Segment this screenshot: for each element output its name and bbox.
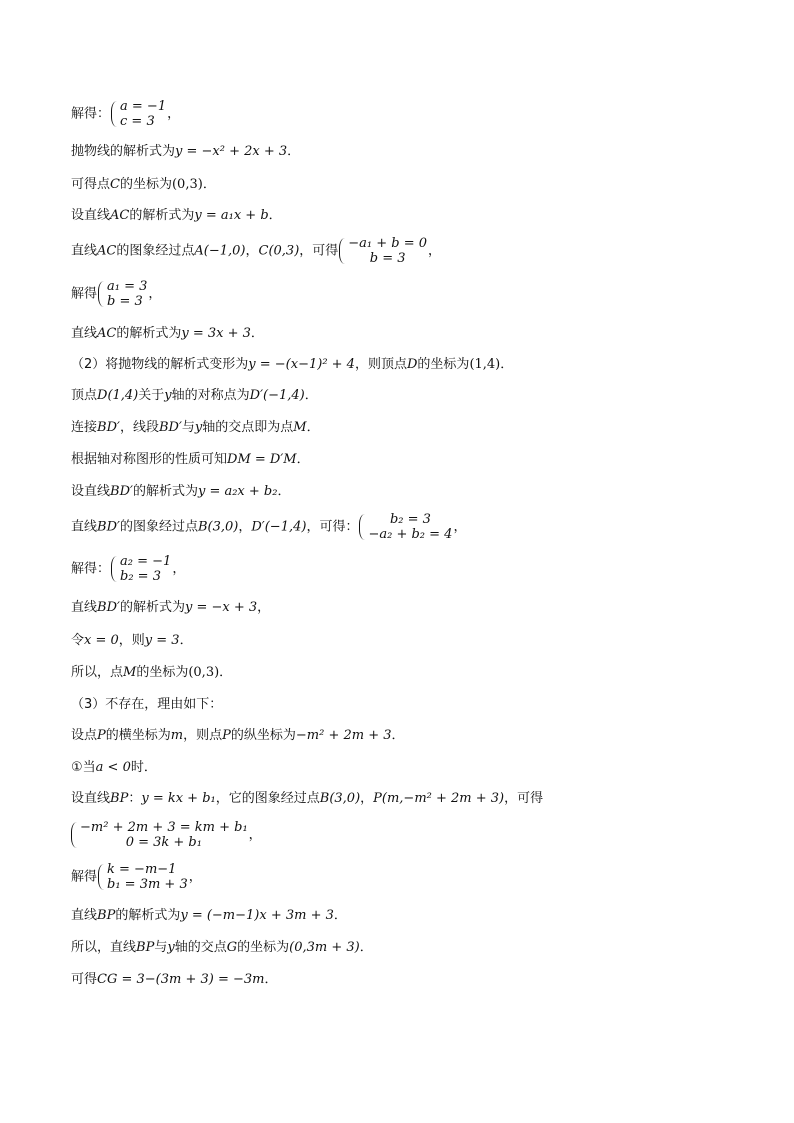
solution-line-21 bbox=[71, 790, 543, 808]
text: ． bbox=[500, 357, 514, 372]
text: 的图象经过点 bbox=[116, 243, 195, 259]
solution-line-19 bbox=[71, 727, 405, 745]
text: ， bbox=[172, 561, 186, 577]
math-expression: y = a₂x + b₂ bbox=[197, 484, 278, 499]
text: ，则顶点 bbox=[354, 357, 407, 372]
text: ①当 bbox=[71, 760, 96, 775]
text: ，可得 bbox=[504, 791, 544, 806]
equation-row: a = −1 bbox=[120, 99, 167, 114]
solution-line-24 bbox=[71, 907, 347, 925]
text: ． bbox=[296, 452, 310, 467]
text: 顶点 bbox=[71, 388, 98, 403]
math-expression: x = 0 bbox=[84, 633, 119, 648]
solution-line-15 bbox=[71, 599, 270, 617]
text: 与 bbox=[154, 940, 168, 955]
solution-line-16 bbox=[71, 632, 193, 650]
text: 关于 bbox=[138, 388, 165, 403]
text: 的解析式为 bbox=[129, 208, 195, 223]
text: ． bbox=[268, 208, 282, 223]
text: ． bbox=[333, 908, 347, 923]
math-expression: D′(−1,4) bbox=[251, 519, 307, 535]
text: ， bbox=[248, 827, 262, 843]
math-expression: y bbox=[164, 388, 172, 403]
equation-row: k = −m−1 bbox=[107, 862, 177, 877]
math-expression: P bbox=[222, 728, 231, 743]
math-expression: y = 3x + 3 bbox=[181, 326, 251, 341]
equation-system bbox=[71, 820, 248, 850]
solution-line-5 bbox=[71, 236, 441, 266]
text: ， bbox=[245, 243, 259, 259]
text: 设直线 bbox=[71, 208, 111, 223]
solution-line-18 bbox=[71, 696, 222, 714]
solution-line-2 bbox=[71, 143, 300, 161]
solution-line-25 bbox=[71, 939, 373, 957]
equation-row: b = 3 bbox=[369, 251, 406, 266]
equation-system bbox=[98, 862, 188, 892]
equation-row: c = 3 bbox=[120, 114, 155, 129]
solution-line-12 bbox=[71, 483, 290, 501]
equation-row: b₁ = 3m + 3 bbox=[107, 877, 188, 892]
text: （3）不存在，理由如下： bbox=[71, 697, 223, 712]
text: ． bbox=[219, 665, 233, 680]
solution-line-8 bbox=[71, 356, 513, 374]
text: 的坐标为 bbox=[237, 940, 290, 955]
text: ，则点 bbox=[183, 728, 223, 743]
math-expression: BP bbox=[97, 908, 116, 923]
solution-line-17 bbox=[71, 664, 232, 682]
text: ． bbox=[304, 388, 318, 403]
math-expression: BD′ bbox=[97, 600, 120, 615]
math-expression: (0,3m + 3) bbox=[289, 940, 360, 955]
text: （2）将抛物线的解析式变形为 bbox=[71, 357, 249, 372]
solution-line-14 bbox=[71, 554, 185, 584]
text: 令 bbox=[71, 633, 85, 648]
math-expression: y bbox=[194, 420, 203, 435]
text: 的解析式为 bbox=[116, 326, 182, 341]
solution-line-23 bbox=[71, 862, 202, 892]
text: 抛物线的解析式为 bbox=[71, 144, 176, 159]
math-expression: (0,3) bbox=[188, 665, 220, 680]
text: 设直线 bbox=[71, 791, 111, 806]
solution-line-9 bbox=[71, 387, 318, 405]
text: 的坐标为 bbox=[119, 177, 172, 192]
text: 的图象经过点 bbox=[119, 519, 198, 535]
equation-row: 0 = 3k + b₁ bbox=[125, 835, 202, 850]
text: 的横坐标为 bbox=[105, 728, 171, 743]
text: 轴的交点 bbox=[174, 940, 227, 955]
equation-row: b₂ = 3 bbox=[389, 512, 431, 527]
equation-row: a₁ = 3 bbox=[107, 279, 148, 294]
math-expression: AC bbox=[110, 208, 130, 223]
math-expression: C bbox=[110, 177, 120, 192]
text: ． bbox=[264, 972, 278, 987]
solution-line-6 bbox=[71, 279, 161, 309]
math-expression: D(1,4) bbox=[97, 388, 139, 403]
text: 的坐标为 bbox=[417, 357, 470, 372]
text: 解得： bbox=[71, 561, 111, 577]
text: 轴的交点即为点 bbox=[202, 420, 294, 435]
math-expression: P(m,−m² + 2m + 3) bbox=[373, 791, 505, 806]
equation-row: b = 3 bbox=[107, 294, 143, 309]
math-expression: BD′ bbox=[158, 420, 182, 435]
text: 的纵坐标为 bbox=[230, 728, 296, 743]
math-expression: P bbox=[97, 728, 106, 743]
text: 轴的对称点为 bbox=[171, 388, 250, 403]
math-expression: AC bbox=[97, 326, 117, 341]
math-expression: y = kx + b₁ bbox=[141, 791, 216, 806]
equation-system bbox=[111, 554, 171, 584]
math-expression: (0,3) bbox=[171, 177, 203, 192]
math-expression: D bbox=[406, 357, 418, 372]
math-expression: y = a₁x + b bbox=[194, 208, 269, 223]
text: 的坐标为 bbox=[136, 665, 189, 680]
equation-row: −a₂ + b₂ = 4 bbox=[368, 527, 453, 542]
text: ，则 bbox=[118, 633, 145, 648]
math-expression: y bbox=[167, 940, 175, 955]
math-expression: CG = 3−(3m + 3) = −3m bbox=[97, 972, 265, 987]
text: ． bbox=[250, 326, 264, 341]
text: 直线 bbox=[71, 908, 98, 923]
text: ． bbox=[179, 633, 193, 648]
text: 设直线 bbox=[71, 484, 111, 499]
text: ， bbox=[238, 519, 252, 535]
math-expression: −m² + 2m + 3 bbox=[295, 728, 392, 743]
text: ，可得 bbox=[299, 243, 339, 259]
text: 根据轴对称图形的性质可知 bbox=[71, 452, 228, 467]
solution-line-11 bbox=[71, 451, 310, 469]
math-expression: AC bbox=[97, 243, 117, 259]
text: 直线 bbox=[71, 243, 98, 259]
math-expression: C(0,3) bbox=[258, 243, 300, 259]
text: 连接 bbox=[71, 420, 98, 435]
solution-line-22 bbox=[71, 820, 262, 850]
solution-line-3 bbox=[71, 176, 216, 194]
math-expression: M bbox=[293, 420, 307, 435]
text: ． bbox=[287, 144, 301, 159]
text: ，线段 bbox=[119, 420, 159, 435]
text: 可得 bbox=[71, 972, 98, 987]
text: ，可得： bbox=[306, 519, 359, 535]
solution-line-20 bbox=[71, 759, 157, 777]
text: 直线 bbox=[71, 600, 98, 615]
text: 所以，点 bbox=[71, 665, 124, 680]
solution-line-13 bbox=[71, 512, 466, 542]
equation-row: −a₁ + b = 0 bbox=[348, 236, 428, 251]
math-expression: y = 3 bbox=[144, 633, 180, 648]
math-expression: A(−1,0) bbox=[194, 243, 246, 259]
text: ， bbox=[257, 600, 271, 615]
math-expression: m bbox=[170, 728, 184, 743]
solution-line-4 bbox=[71, 207, 282, 225]
text: 设点 bbox=[71, 728, 98, 743]
text: 的解析式为 bbox=[115, 908, 181, 923]
text: ． bbox=[277, 484, 291, 499]
text: ， bbox=[188, 869, 202, 885]
math-expression: a < 0 bbox=[95, 760, 131, 775]
math-expression: DM = D′M bbox=[227, 452, 297, 467]
text: 解得 bbox=[71, 286, 98, 302]
math-expression: D′(−1,4) bbox=[249, 388, 305, 403]
math-expression: y = (−m−1)x + 3m + 3 bbox=[180, 908, 334, 923]
math-expression: y = −(x−1)² + 4 bbox=[248, 357, 355, 372]
solution-line-7 bbox=[71, 325, 264, 343]
text: ， bbox=[167, 106, 181, 122]
text: 与 bbox=[181, 420, 195, 435]
math-expression: BD′ bbox=[97, 420, 120, 435]
text: 解得 bbox=[71, 869, 98, 885]
text: 可得点 bbox=[71, 177, 111, 192]
math-expression: (1,4) bbox=[469, 357, 501, 372]
equation-row: −m² + 2m + 3 = km + b₁ bbox=[80, 820, 248, 835]
text: ． bbox=[202, 177, 216, 192]
equation-system bbox=[98, 279, 147, 309]
solution-line-10 bbox=[71, 419, 320, 437]
math-expression: y = −x² + 2x + 3 bbox=[175, 144, 288, 159]
text: ， bbox=[453, 519, 467, 535]
text: 的解析式为 bbox=[132, 484, 198, 499]
solution-line-1 bbox=[71, 99, 180, 129]
text: ： bbox=[128, 791, 142, 806]
text: 解得： bbox=[71, 106, 111, 122]
text: 的解析式为 bbox=[119, 600, 185, 615]
solution-line-26 bbox=[71, 971, 278, 989]
math-expression: B(3,0) bbox=[197, 519, 239, 535]
equation-system bbox=[111, 99, 166, 129]
math-expression: B(3,0) bbox=[319, 791, 361, 806]
text: ． bbox=[306, 420, 320, 435]
math-expression: M bbox=[123, 665, 137, 680]
math-expression: BP bbox=[136, 940, 155, 955]
text: ， bbox=[360, 791, 374, 806]
equation-row: a₂ = −1 bbox=[120, 554, 172, 569]
math-expression: G bbox=[226, 940, 238, 955]
math-expression: BD′ bbox=[97, 519, 120, 535]
equation-system bbox=[339, 236, 427, 266]
math-expression: BD′ bbox=[110, 484, 133, 499]
equation-system bbox=[359, 512, 452, 542]
text: ，它的图象经过点 bbox=[215, 791, 320, 806]
text: ． bbox=[359, 940, 373, 955]
text: 直线 bbox=[71, 326, 98, 341]
text: ， bbox=[428, 243, 442, 259]
text: ， bbox=[148, 286, 162, 302]
text: 直线 bbox=[71, 519, 98, 535]
text: 所以，直线 bbox=[71, 940, 137, 955]
equation-row: b₂ = 3 bbox=[120, 569, 161, 584]
math-expression: BP bbox=[110, 791, 129, 806]
text: ． bbox=[391, 728, 405, 743]
math-expression: y = −x + 3 bbox=[184, 600, 258, 615]
text: 时． bbox=[130, 760, 157, 775]
